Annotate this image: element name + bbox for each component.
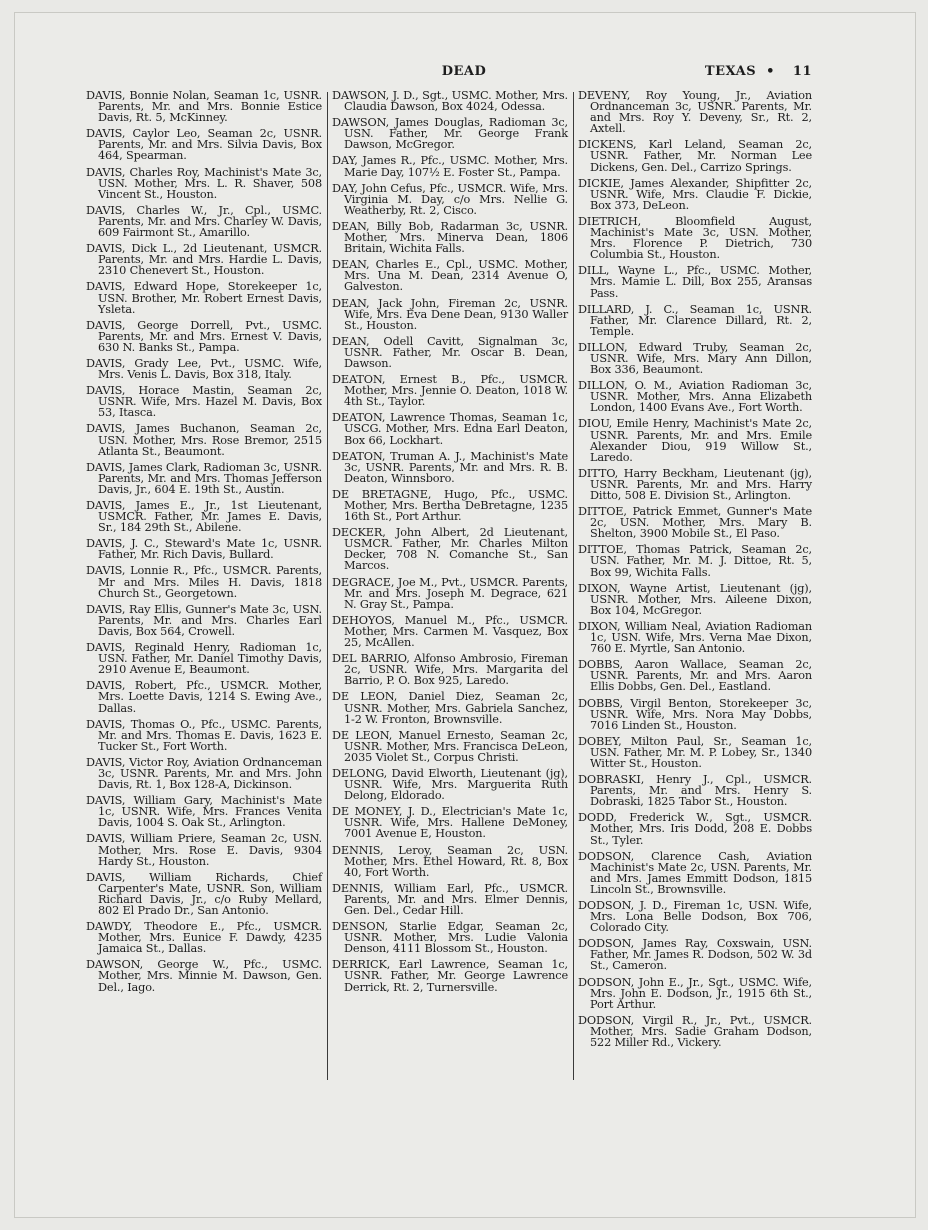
- casualty-entry: DAVIS, James E., Jr., 1st Lieutenant, USMCR. Father, Mr. James E. Davis, Sr., 184 29th St., Abilene.: [86, 499, 322, 535]
- casualty-entry: DOBEY, Milton Paul, Sr., Seaman 1c, USN. Father, Mr. M. P. Lobey, Sr., 1340 Witter St., Houston.: [578, 734, 812, 770]
- casualty-entry: DAVIS, William Gary, Machinist's Mate 1c, USNR. Wife, Mrs. Frances Venita Davis, 1004 S. Oak St., Arlington.: [86, 794, 322, 830]
- casualty-entry: DAVIS, George Dorrell, Pvt., USMC. Parents, Mr. and Mrs. Ernest V. Davis, 630 N. Banks St., Pampa.: [86, 318, 322, 354]
- casualty-entry: DECKER, John Albert, 2d Lieutenant, USMCR. Father, Mr. Charles Milton Decker, 708 N. Comanche St., San Marcos.: [332, 526, 568, 573]
- casualty-entry: DERRICK, Earl Lawrence, Seaman 1c, USNR. Father, Mr. George Lawrence Derrick, Rt. 2, Turnersville.: [332, 958, 568, 994]
- casualty-entry: DENNIS, William Earl, Pfc., USMCR. Parents, Mr. and Mrs. Elmer Dennis, Gen. Del., Cedar Hill.: [332, 881, 568, 917]
- casualty-entry: DE BRETAGNE, Hugo, Pfc., USMC. Mother, Mrs. Bertha DeBretagne, 1235 16th St., Port Arthur.: [332, 487, 568, 524]
- casualty-entry: DAVIS, Grady Lee, Pvt., USMC. Wife, Mrs. Venis L. Davis, Box 318, Italy.: [86, 356, 322, 382]
- casualty-entry: DEHOYOS, Manuel M., Pfc., USMCR. Mother, Mrs. Carmen M. Vasquez, Box 25, McAllen.: [332, 613, 568, 650]
- casualty-entry: DAWDY, Theodore E., Pfc., USMCR. Mother, Mrs. Eunice F. Dawdy, 4235 Jamaica St., Dallas.: [86, 920, 322, 956]
- casualty-entry: DITTO, Harry Beckham, Lieutenant (jg), USNR. Parents, Mr. and Mrs. Harry Ditto, 508 E. Division St., Arlington.: [578, 466, 812, 502]
- casualty-entry: DAVIS, J. C., Steward's Mate 1c, USNR. Father, Mr. Rich Davis, Bullard.: [86, 537, 322, 562]
- casualty-entry: DAVIS, Horace Mastin, Seaman 2c, USNR. Wife, Mrs. Hazel M. Davis, Box 53, Itasca.: [86, 384, 322, 420]
- casualty-entry: DAVIS, Charles W., Jr., Cpl., USMC. Parents, Mr. and Mrs. Charley W. Davis, 609 Fairmont St., Amarillo.: [86, 203, 322, 240]
- casualty-entry: DEAN, Jack John, Fireman 2c, USNR. Wife, Mrs. Eva Dene Dean, 9130 Waller St., Houston.: [332, 296, 568, 332]
- casualty-entry: DAVIS, Lonnie R., Pfc., USMCR. Parents, Mr and Mrs. Miles H. Davis, 1818 Church St., Georgetown.: [86, 564, 322, 600]
- casualty-entry: DODSON, J. D., Fireman 1c, USN. Wife, Mrs. Lona Belle Dodson, Box 706, Colorado City.: [578, 899, 812, 935]
- casualty-entry: DEATON, Truman A. J., Machinist's Mate 3c, USNR. Parents, Mr. and Mrs. R. B. Deaton, Winnsboro.: [332, 449, 568, 485]
- casualty-entry: DAWSON, J. D., Sgt., USMC. Mother, Mrs. Claudia Dawson, Box 4024, Odessa.: [332, 89, 568, 114]
- running-header: [705, 64, 812, 79]
- casualty-entry: DEGRACE, Joe M., Pvt., USMCR. Parents, Mr. and Mrs. Joseph M. Degrace, 621 N. Gray St., Pampa.: [332, 575, 568, 611]
- casualty-entry: DE LEON, Manuel Ernesto, Seaman 2c, USNR. Mother, Mrs. Francisca DeLeon, 2035 Violet St., Corpus Christi.: [332, 728, 568, 764]
- casualty-entry: DEAN, Charles E., Cpl., USMC. Mother, Mrs. Una M. Dean, 2314 Avenue O, Galveston.: [332, 258, 568, 294]
- bullet-separator: •: [766, 64, 775, 79]
- casualty-entry: DITTOE, Thomas Patrick, Seaman 2c, USN. Father, Mr. M. J. Dittoe, Rt. 5, Box 99, Wichita Falls.: [578, 543, 812, 579]
- casualty-entry: DAVIS, Thomas O., Pfc., USMC. Parents, Mr. and Mrs. Thomas E. Davis, 1623 E. Tucker St., Fort Worth.: [86, 717, 322, 753]
- casualty-entry: DOBBS, Aaron Wallace, Seaman 2c, USNR. Parents, Mr. and Mrs. Aaron Ellis Dobbs, Gen. Del., Eastland.: [578, 658, 812, 694]
- casualty-entry: DAVIS, Dick L., 2d Lieutenant, USMCR. Parents, Mr. and Mrs. Hardie L. Davis, 2310 Chenevert St., Houston.: [86, 242, 322, 278]
- casualty-entry: DAVIS, Reginald Henry, Radioman 1c, USN. Father, Mr. Daniel Timothy Davis, 2910 Avenue E, Beaumont.: [86, 641, 322, 677]
- page-number: 11: [792, 64, 812, 79]
- casualty-entry: DELONG, David Elworth, Lieutenant (jg), USNR. Wife, Mrs. Marguerita Ruth Delong, Eldorado.: [332, 766, 568, 803]
- casualty-entry: DAVIS, Ray Ellis, Gunner's Mate 3c, USN. Parents, Mr. and Mrs. Charles Earl Davis, Box 564, Crowell.: [86, 602, 322, 638]
- column-divider: [327, 92, 328, 1080]
- casualty-entry: DAVIS, Bonnie Nolan, Seaman 1c, USNR. Parents, Mr. and Mrs. Bonnie Estice Davis, Rt. 5, McKinney.: [86, 89, 322, 125]
- casualty-entry: DENSON, Starlie Edgar, Seaman 2c, USNR. Mother, Mrs. Ludie Valonia Denson, 4111 Blossom St., Houston.: [332, 920, 568, 956]
- section-heading: DEAD: [441, 64, 487, 79]
- casualty-entry: DODSON, Clarence Cash, Aviation Machinist's Mate 2c, USN. Parents, Mr. and Mrs. James Emmitt Dodson, 1815 Lincoln St., Brownsville.: [578, 849, 812, 896]
- casualty-entry: DE MONEY, J. D., Electrician's Mate 1c, USNR. Wife, Mrs. Hallene DeMoney, 7001 Avenue E, Houston.: [332, 805, 568, 841]
- casualty-entry: DAVIS, Edward Hope, Storekeeper 1c, USN. Brother, Mr. Robert Ernest Davis, Ysleta.: [86, 280, 322, 316]
- casualty-entry: DIOU, Emile Henry, Machinist's Mate 2c, USNR. Parents, Mr. and Mrs. Emile Alexander Diou, 919 Willow St., Laredo.: [578, 417, 812, 464]
- casualty-entry: DEAN, Billy Bob, Radarman 3c, USNR. Mother, Mrs. Minerva Dean, 1806 Britain, Wichita Falls.: [332, 219, 568, 256]
- casualty-entry: DEL BARRIO, Alfonso Ambrosio, Fireman 2c, USNR. Wife, Mrs. Margarita del Barrio, P. O. Box 925, Laredo.: [332, 652, 568, 688]
- casualty-entry: DE LEON, Daniel Diez, Seaman 2c, USNR. Mother, Mrs. Gabriela Sanchez, 1-2 W. Fronton, Brownsville.: [332, 690, 568, 726]
- casualty-entry: DODD, Frederick W., Sgt., USMCR. Mother, Mrs. Iris Dodd, 208 E. Dobbs St., Tyler.: [578, 811, 812, 847]
- casualty-entry: DAVIS, William Richards, Chief Carpenter's Mate, USNR. Son, William Richard Davis, Jr., c/o Ruby Mellard, 802 El Prado Dr., San Antonio.: [86, 870, 322, 917]
- casualty-entry: DILLARD, J. C., Seaman 1c, USNR. Father, Mr. Clarence Dillard, Rt. 2, Temple.: [578, 302, 812, 338]
- casualty-entry: DITTOE, Patrick Emmet, Gunner's Mate 2c, USN. Mother, Mrs. Mary B. Shelton, 3900 Mobile St., El Paso.: [578, 505, 812, 541]
- column-1: [86, 90, 322, 998]
- casualty-entry: DOBBS, Virgil Benton, Storekeeper 3c, USNR. Wife, Mrs. Nora May Dobbs, 7016 Linden St., Houston.: [578, 696, 812, 732]
- casualty-entry: DEATON, Ernest B., Pfc., USMCR. Mother, Mrs. Jennie O. Deaton, 1018 W. 4th St., Taylor.: [332, 373, 568, 409]
- casualty-entry: DILLON, O. M., Aviation Radioman 3c, USNR. Mother, Mrs. Anna Elizabeth London, 1400 Evans Ave., Fort Worth.: [578, 379, 812, 415]
- casualty-entry: DAVIS, William Priere, Seaman 2c, USN. Mother, Mrs. Rose E. Davis, 9304 Hardy St., Houston.: [86, 832, 322, 868]
- column-divider: [573, 92, 574, 1080]
- casualty-entry: DODSON, Virgil R., Jr., Pvt., USMCR. Mother, Mrs. Sadie Graham Dodson, 522 Miller Rd., Vickery.: [578, 1013, 812, 1050]
- casualty-entry: DODSON, John E., Jr., Sgt., USMC. Wife, Mrs. John E. Dodson, Jr., 1915 6th St., Port Arthur.: [578, 975, 812, 1011]
- casualty-entry: DEATON, Lawrence Thomas, Seaman 1c, USCG. Mother, Mrs. Edna Earl Deaton, Box 66, Lockhart.: [332, 411, 568, 447]
- casualty-entry: DAWSON, James Douglas, Radioman 3c, USN. Father, Mr. George Frank Dawson, McGregor.: [332, 116, 568, 152]
- casualty-entry: DOBRASKI, Henry J., Cpl., USMCR. Parents, Mr. and Mrs. Henry S. Dobraski, 1825 Tabor St., Houston.: [578, 773, 812, 809]
- state-name: TEXAS: [704, 64, 757, 79]
- casualty-entry: DAY, John Cefus, Pfc., USMCR. Wife, Mrs. Virginia M. Day, c/o Mrs. Nellie G. Weatherby, Rt. 2, Cisco.: [332, 181, 568, 217]
- casualty-entry: DIXON, William Neal, Aviation Radioman 1c, USN. Wife, Mrs. Verna Mae Dixon, 760 E. Myrtle, San Antonio.: [578, 619, 812, 656]
- casualty-entry: DENNIS, Leroy, Seaman 2c, USN. Mother, Mrs. Ethel Howard, Rt. 8, Box 40, Fort Worth.: [332, 843, 568, 879]
- casualty-entry: DICKIE, James Alexander, Shipfitter 2c, USNR. Wife, Mrs. Claudie F. Dickie, Box 373, DeLeon.: [578, 176, 812, 212]
- column-3: [578, 90, 812, 1053]
- casualty-entry: DAVIS, James Clark, Radioman 3c, USNR. Parents, Mr. and Mrs. Thomas Jefferson Davis, Jr., 604 E. 19th St., Austin.: [86, 460, 322, 496]
- casualty-entry: DAVIS, James Buchanon, Seaman 2c, USN. Mother, Mrs. Rose Bremor, 2515 Atlanta St., Beaumont.: [86, 422, 322, 458]
- column-2: [332, 90, 568, 998]
- casualty-entry: DAVIS, Caylor Leo, Seaman 2c, USNR. Parents, Mr. and Mrs. Silvia Davis, Box 464, Spearman.: [86, 127, 322, 163]
- casualty-entry: DIXON, Wayne Artist, Lieutenant (jg), USNR. Mother, Mrs. Aileene Dixon, Box 104, McGregor.: [578, 581, 812, 617]
- casualty-entry: DAY, James R., Pfc., USMC. Mother, Mrs. Marie Day, 107½ E. Foster St., Pampa.: [332, 154, 568, 179]
- casualty-entry: DIETRICH, Bloomfield August, Machinist's Mate 3c, USN. Mother, Mrs. Florence P. Dietrich, 730 Columbia St., Houston.: [578, 214, 812, 262]
- casualty-entry: DILL, Wayne L., Pfc., USMC. Mother, Mrs. Mamie L. Dill, Box 255, Aransas Pass.: [578, 264, 812, 300]
- casualty-entry: DEVENY, Roy Young, Jr., Aviation Ordnanceman 3c, USNR. Parents, Mr. and Mrs. Roy Y. Deveny, Sr., Rt. 2, Axtell.: [578, 89, 812, 136]
- casualty-entry: DAWSON, George W., Pfc., USMC. Mother, Mrs. Minnie M. Dawson, Gen. Del., Iago.: [86, 958, 322, 994]
- casualty-entry: DICKENS, Karl Leland, Seaman 2c, USNR. Father, Mr. Norman Lee Dickens, Gen. Del., Carrizo Springs.: [578, 138, 812, 174]
- casualty-entry: DAVIS, Robert, Pfc., USMCR. Mother, Mrs. Loette Davis, 1214 S. Ewing Ave., Dallas.: [86, 679, 322, 715]
- casualty-entry: DAVIS, Victor Roy, Aviation Ordnanceman 3c, USNR. Parents, Mr. and Mrs. John Davis, Rt. 1, Box 128-A, Dickinson.: [86, 755, 322, 792]
- casualty-entry: DILLON, Edward Truby, Seaman 2c, USNR. Wife, Mrs. Mary Ann Dillon, Box 336, Beaumont.: [578, 340, 812, 377]
- casualty-entry: DEAN, Odell Cavitt, Signalman 3c, USNR. Father, Mr. Oscar B. Dean, Dawson.: [332, 334, 568, 370]
- casualty-entry: DODSON, James Ray, Coxswain, USN. Father, Mr. James R. Dodson, 502 W. 3d St., Cameron.: [578, 937, 812, 973]
- casualty-entry: DAVIS, Charles Roy, Machinist's Mate 3c, USN. Mother, Mrs. L. R. Shaver, 508 Vincent St., Houston.: [86, 165, 322, 201]
